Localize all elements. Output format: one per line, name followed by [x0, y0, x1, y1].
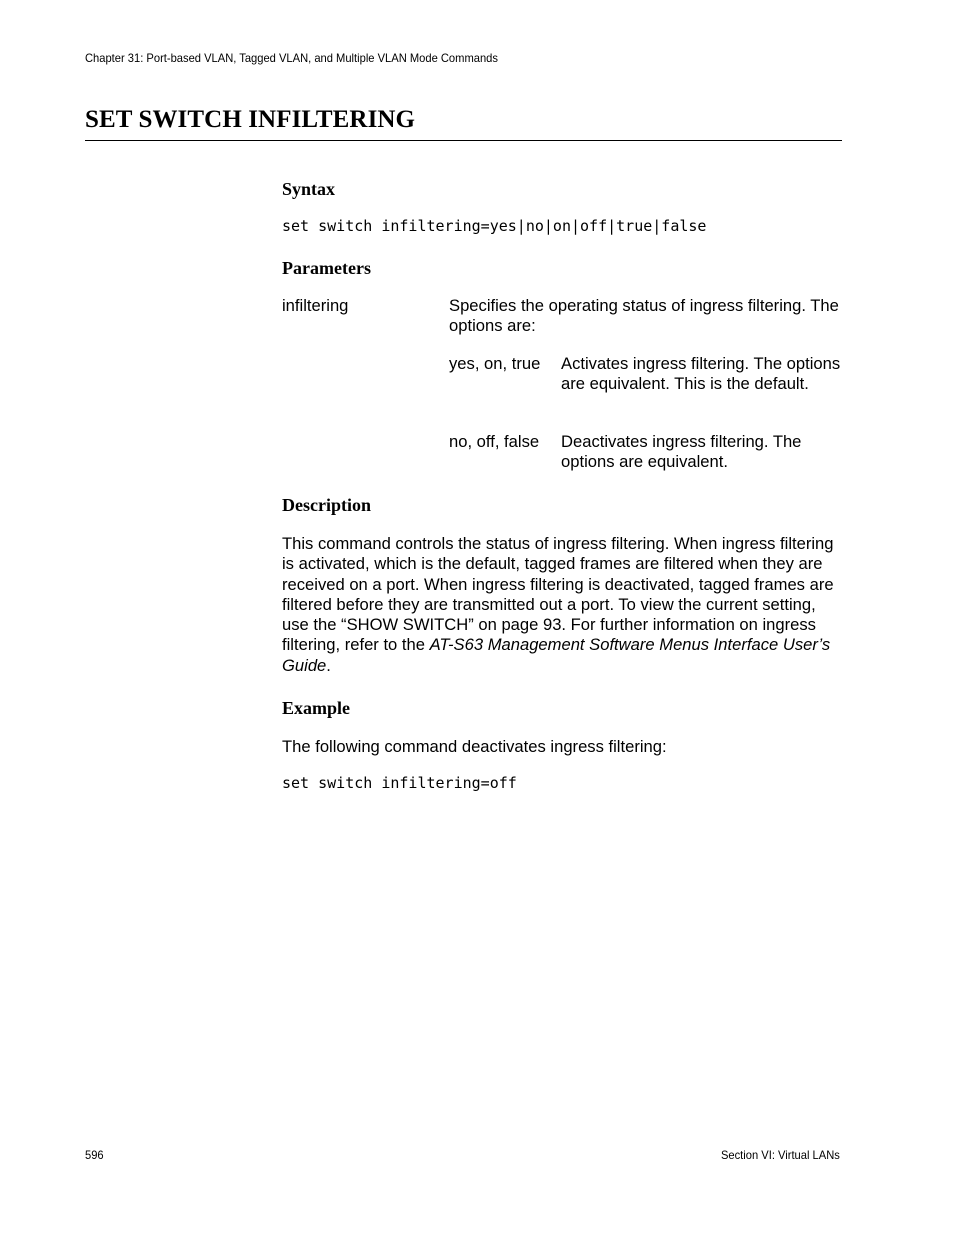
title-rule [85, 140, 842, 141]
example-heading: Example [282, 698, 351, 718]
syntax-command: set switch infiltering=yes|no|on|off|true|false [282, 217, 707, 235]
option-description-disable: Deactivates ingress filtering. The options are equivalent. [561, 432, 802, 472]
parameter-name: infiltering [282, 296, 349, 315]
syntax-heading: Syntax [282, 179, 336, 199]
page-number: 596 [85, 1148, 104, 1162]
option-term-enable: yes, on, true [449, 354, 541, 373]
page-title: SET SWITCH INFILTERING [85, 106, 416, 133]
example-command: set switch infiltering=off [282, 774, 517, 792]
description-heading: Description [282, 495, 371, 515]
example-intro: The following command deactivates ingress filtering: [282, 737, 667, 756]
description-paragraph [282, 534, 844, 676]
footer-section: Section VI: Virtual LANs [721, 1148, 840, 1162]
parameters-heading: Parameters [282, 258, 371, 278]
option-term-disable: no, off, false [449, 432, 540, 451]
description-text: This command controls the status of ingress filtering. When ingress filtering is activated, which is the default, tagged frames are filtered when they are received on a port. When ingress filtering is deactivated, tagged frames are filtered before they are transmitted out a port. To view the current setting, use the “SHOW SWITCH” on page 93. For further information on ingress filtering, refer to the [282, 534, 834, 655]
parameter-description: Specifies the operating status of ingress filtering. The options are: [449, 296, 839, 336]
option-description-enable: Activates ingress filtering. The options are equivalent. This is the default. [561, 354, 841, 394]
description-text-end: . [326, 655, 331, 675]
reference-guide-title: AT-S63 Management Software Menus Interface User’s Guide [282, 635, 831, 675]
running-header: Chapter 31: Port-based VLAN, Tagged VLAN, and Multiple VLAN Mode Commands [85, 51, 498, 65]
